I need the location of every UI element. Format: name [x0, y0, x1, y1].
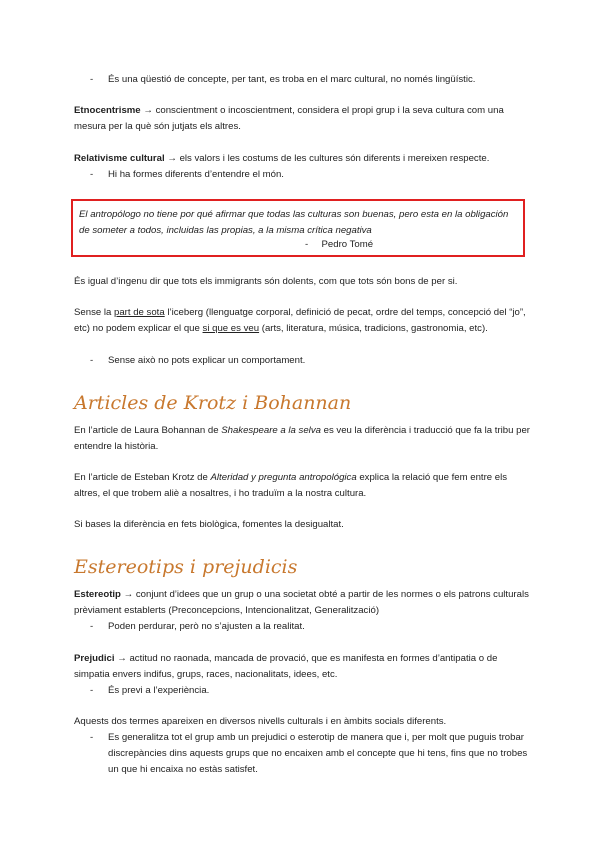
definition-etnocentrisme: → conscientment o incoscientment, considera el propi grup i la seva cultura com una mesura per la què són jutjats els altres. [74, 105, 504, 132]
krotz-text-2: explica la relació que fem entre els altres, el que trobem aliè a nosaltres, i ho traduïm a la nostra cultura. [74, 472, 508, 499]
bohannan-title: Shakespeare a la selva [221, 425, 321, 436]
quote-box [71, 199, 525, 257]
bohannan-text-1: En l’article de Laura Bohannan de [74, 425, 222, 436]
quote-author-line [305, 239, 373, 250]
iceberg-text-3: (arts, literatura, música, tradicions, gastronomia, etc). [259, 323, 488, 334]
bullet-text: És previ a l’experiència. [108, 685, 210, 696]
bullet-dash: - [90, 621, 94, 632]
iceberg-underline-1: part de sota [114, 307, 165, 318]
paragraph-ingenu: És igual d’ingenu dir que tots els immigrants són dolents, com que tots són bons de per si. [74, 276, 458, 287]
paragraph-prejudici [74, 651, 534, 683]
iceberg-underline-2: si que es veu [202, 323, 260, 334]
bullet-text: És una qüestió de concepte, per tant, es troba en el marc cultural, no només lingüístic. [108, 74, 476, 85]
bullet-text: Poden perdurar, però no s’ajusten a la realitat. [108, 621, 305, 632]
heading-estereotips: Estereotips i prejudicis [74, 556, 298, 578]
bullet-dash: - [90, 732, 94, 743]
paragraph-estereotip [74, 587, 534, 619]
quote-author: Pedro Tomé [321, 239, 374, 250]
bullet-text: Hi ha formes diferents d’entendre el món. [108, 169, 284, 180]
paragraph-relativisme [74, 151, 534, 167]
bullet-text: Es generalitza tot el grup amb un prejudici o esterotip de manera que i, per molt que puguis trobar discrepàncies dins aquests grups que no encaixen amb el concepte que hi tens, fins que no trobes un que hi encaixa no estàs satisfet. [108, 732, 528, 775]
definition-relativisme: → els valors i les costums de les cultures són diferents i mereixen respecte. [164, 153, 490, 164]
bullet-estereotip [90, 619, 530, 635]
paragraph-iceberg [74, 305, 534, 337]
term-etnocentrisme: Etnocentrisme [74, 105, 141, 116]
bullet-generalitza [90, 730, 530, 778]
bullet-relativisme [90, 167, 530, 183]
paragraph-biologica: Si bases la diferència en fets biològica, fomentes la desigualtat. [74, 519, 344, 530]
krotz-text-1: En l’article de Esteban Krotz de [74, 472, 211, 483]
paragraph-etnocentrisme [74, 103, 534, 135]
bullet-dash: - [90, 74, 94, 85]
term-prejudici: Prejudici [74, 653, 115, 664]
quote-text: El antropólogo no tiene por qué afirmar que todas las culturas son buenas, pero esta en la obligación de someter a todos, incluidas las propias, a la misma crítica negativa [79, 209, 509, 236]
bullet-dash: - [90, 169, 94, 180]
paragraph-aquests: Aquests dos termes apareixen en diversos nivells culturals i en àmbits socials diferents. [74, 716, 447, 727]
definition-estereotip: → conjunt d’idees que un grup o una societat obté a partir de les normes o els patrons culturals prèviament establerts (Preconcepcions, Intencionalitzat, Generalització) [74, 589, 529, 616]
paragraph-bohannan [74, 423, 534, 455]
paragraph-krotz [74, 470, 534, 502]
bullet-text: Sense això no pots explicar un comportament. [108, 355, 306, 366]
bullet-dash: - [90, 355, 94, 366]
term-estereotip: Estereotip [74, 589, 121, 600]
definition-prejudici: → actitud no raonada, mancada de provació, que es manifesta en formes d’antipatia o de simpatia envers indifus, grups, races, nacionalitats, idees, etc. [74, 653, 498, 680]
bullet-prejudici [90, 683, 530, 699]
bullet-dash: - [90, 685, 94, 696]
quote-dash: - [305, 239, 309, 250]
iceberg-text-2: l’iceberg (llenguatge corporal, definició de pecat, ordre del temps, concepció del “jo”, etc) no podem explicar el que [74, 307, 526, 334]
bullet-iceberg [90, 353, 530, 369]
heading-articles: Articles de Krotz i Bohannan [74, 392, 352, 414]
krotz-title: Alteridad y pregunta antropológica [210, 472, 357, 483]
bullet-concept [90, 72, 530, 88]
term-relativisme: Relativisme cultural [74, 153, 165, 164]
bohannan-text-2: es veu la diferència i traducció que fa la tribu per entendre la història. [74, 425, 531, 452]
iceberg-text-1: Sense la [74, 307, 115, 318]
